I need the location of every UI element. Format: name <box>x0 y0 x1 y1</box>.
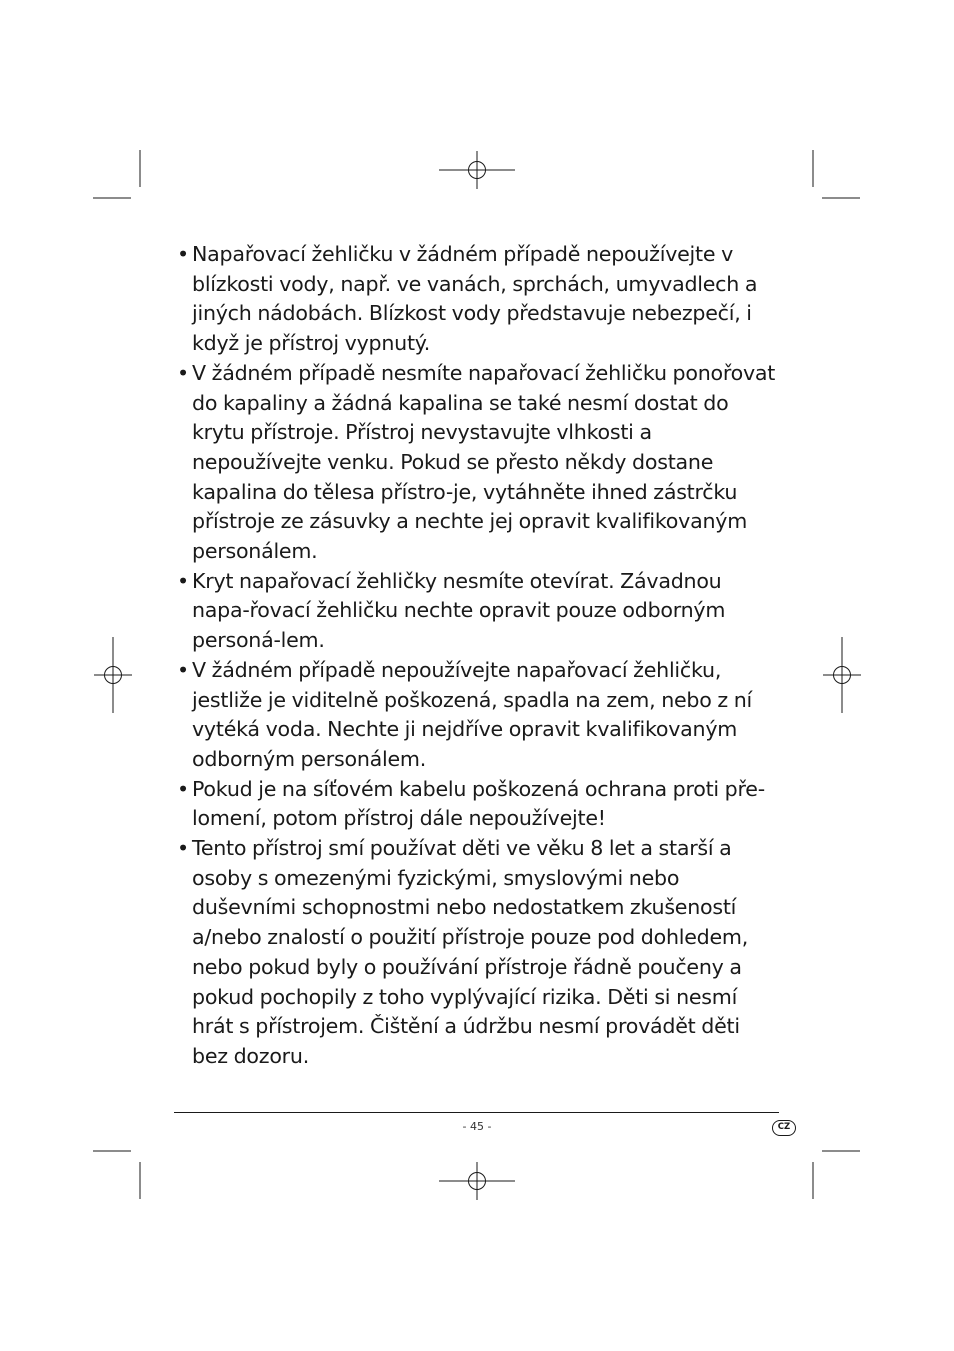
bullet-icon: • <box>177 242 189 266</box>
bullet-icon: • <box>177 657 189 682</box>
bullet-icon: • <box>177 836 189 861</box>
bullet-icon: • <box>177 568 189 593</box>
safety-note-item <box>174 567 779 656</box>
safety-note-item <box>174 656 779 775</box>
safety-note-text: V žádném případě nesmíte napařovací žehličku ponořovat do kapaliny a žádná kapalina se také nesmí dostat do krytu přístroje. Přístroj nevystavujte vlhkosti a nepoužívejte venku. Pokud se přesto někdy dostane kapalina do tělesa přístro-je, vytáhněte ihned zástrčku přístroje ze zásuvky a nechte jej opravit kvalifikovaným personálem. <box>192 360 776 564</box>
safety-note-item <box>174 775 779 834</box>
page-number: - 45 - <box>462 1120 492 1133</box>
language-badge: CZ <box>772 1120 796 1136</box>
footer-divider <box>174 1112 779 1113</box>
safety-note-text: Napařovací žehličku v žádném případě nepoužívejte v blízkosti vody, např. ve vanách, sprchách, umyvadlech a jiných nádobách. Blízkost vody představuje nebezpečí, i když je přístroj vypnutý. <box>192 242 758 356</box>
safety-note-text: Pokud je na síťovém kabelu poškozená ochrana proti pře-lomení, potom přístroj dále nepoužívejte! <box>192 776 765 831</box>
registration-mark-right <box>823 637 861 713</box>
safety-notes-list <box>174 240 779 1072</box>
safety-note-item <box>174 240 779 359</box>
safety-note-text: Kryt napařovací žehličky nesmíte otevírat. Závadnou napa-řovací žehličku nechte opravit pouze odborným personá-lem. <box>192 568 726 653</box>
safety-note-text: V žádném případě nepoužívejte napařovací žehličku, jestliže je viditelně poškozená, spadla na zem, nebo z ní vytéká voda. Nechte ji nejdříve opravit kvalifikovaným odborným personálem. <box>192 657 753 771</box>
safety-note-text: Tento přístroj smí používat děti ve věku 8 let a starší a osoby s omezenými fyzickými, smyslovými nebo duševními schopnostmi nebo nedostatkem zkušeností a/nebo znalostí o použití přístroje pouze pod dohledem, nebo pokud byly o používání přístroje řádně poučeny a pokud pochopily z toho vyplývající rizika. Děti si nesmí hrát s přístrojem. Čištění a údržbu nesmí provádět děti bez dozoru. <box>192 836 748 1068</box>
registration-mark-left <box>94 637 132 713</box>
registration-mark-top <box>439 151 515 189</box>
safety-note-item <box>174 359 779 567</box>
registration-mark-bottom <box>439 1162 515 1200</box>
bullet-icon: • <box>177 360 189 385</box>
safety-note-item <box>174 834 779 1072</box>
bullet-icon: • <box>177 776 189 801</box>
